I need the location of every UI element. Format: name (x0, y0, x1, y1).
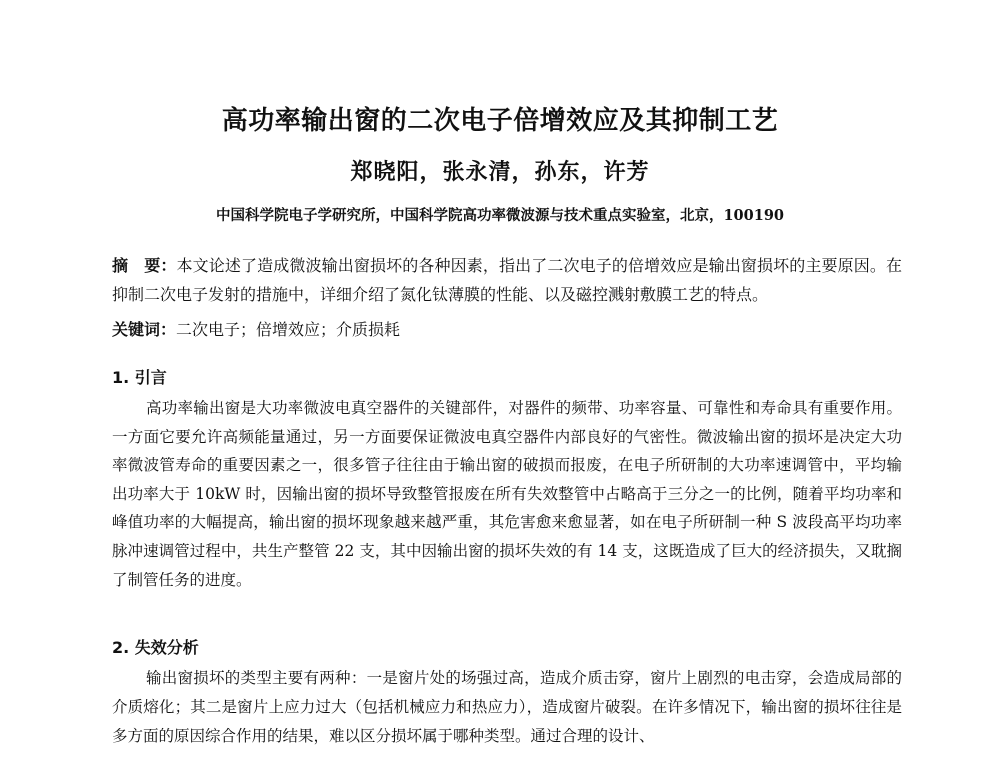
author-affiliation: 中国科学院电子学研究所，中国科学院高功率微波源与技术重点实验室，北京，100190 (215, 207, 785, 224)
author-list: 郑晓阳，张永清，孙东，许芳 (350, 159, 650, 185)
keywords-label: 关键词： (112, 320, 177, 339)
section-heading-introduction: 1. 引言 (112, 368, 167, 387)
paper-title: 高功率输出窗的二次电子倍增效应及其抑制工艺 (221, 106, 779, 136)
abstract-label: 摘 要： (112, 256, 177, 275)
keywords (112, 316, 902, 345)
section-paragraph-failure-analysis: 输出窗损坏的类型主要有两种：一是窗片处的场强过高，造成介质击穿，窗片上剧烈的电击穿，会造成局部的介质熔化；其二是窗片上应力过大（包括机械应力和热应力），造成窗片破裂。在许多情况下，输出窗的损坏往往是多方面的原因综合作用的结果，难以区分损坏属于哪种类型。通过合理的设计、 (112, 669, 902, 745)
abstract (112, 252, 902, 309)
abstract-text: 本文论述了造成微波输出窗损坏的各种因素，指出了二次电子的倍增效应是输出窗损坏的主要原因。在抑制二次电子发射的措施中，详细介绍了氮化钛薄膜的性能、以及磁控溅射敷膜工艺的特点。 (112, 256, 902, 304)
section-paragraph-introduction: 高功率输出窗是大功率微波电真空器件的关键部件，对器件的频带、功率容量、可靠性和寿命具有重要作用。一方面它要允许高频能量通过，另一方面要保证微波电真空器件内部良好的气密性。微波输出窗的损坏是决定大功率微波管寿命的重要因素之一，很多管子往往由于输出窗的破损而报废，在电子所研制的大功率速调管中，平均输出功率大于 10kW 时，因输出窗的损坏导致整管报废在所有失效整管中占略高于三分之一的比例，随着平均功率和峰值功率的大幅提高，输出窗的损坏现象越来越严重，其危害愈来愈显著，如在电子所研制一种 S 波段高平均功率脉冲速调管过程中，共生产整管 22 支，其中因输出窗的损坏失效的有 14 支，这既造成了巨大的经济损失，又耽搁了制管任务的进度。 (112, 399, 902, 589)
section-heading-failure-analysis: 2. 失效分析 (112, 638, 199, 657)
keywords-text: 二次电子；倍增效应；介质损耗 (176, 320, 401, 339)
